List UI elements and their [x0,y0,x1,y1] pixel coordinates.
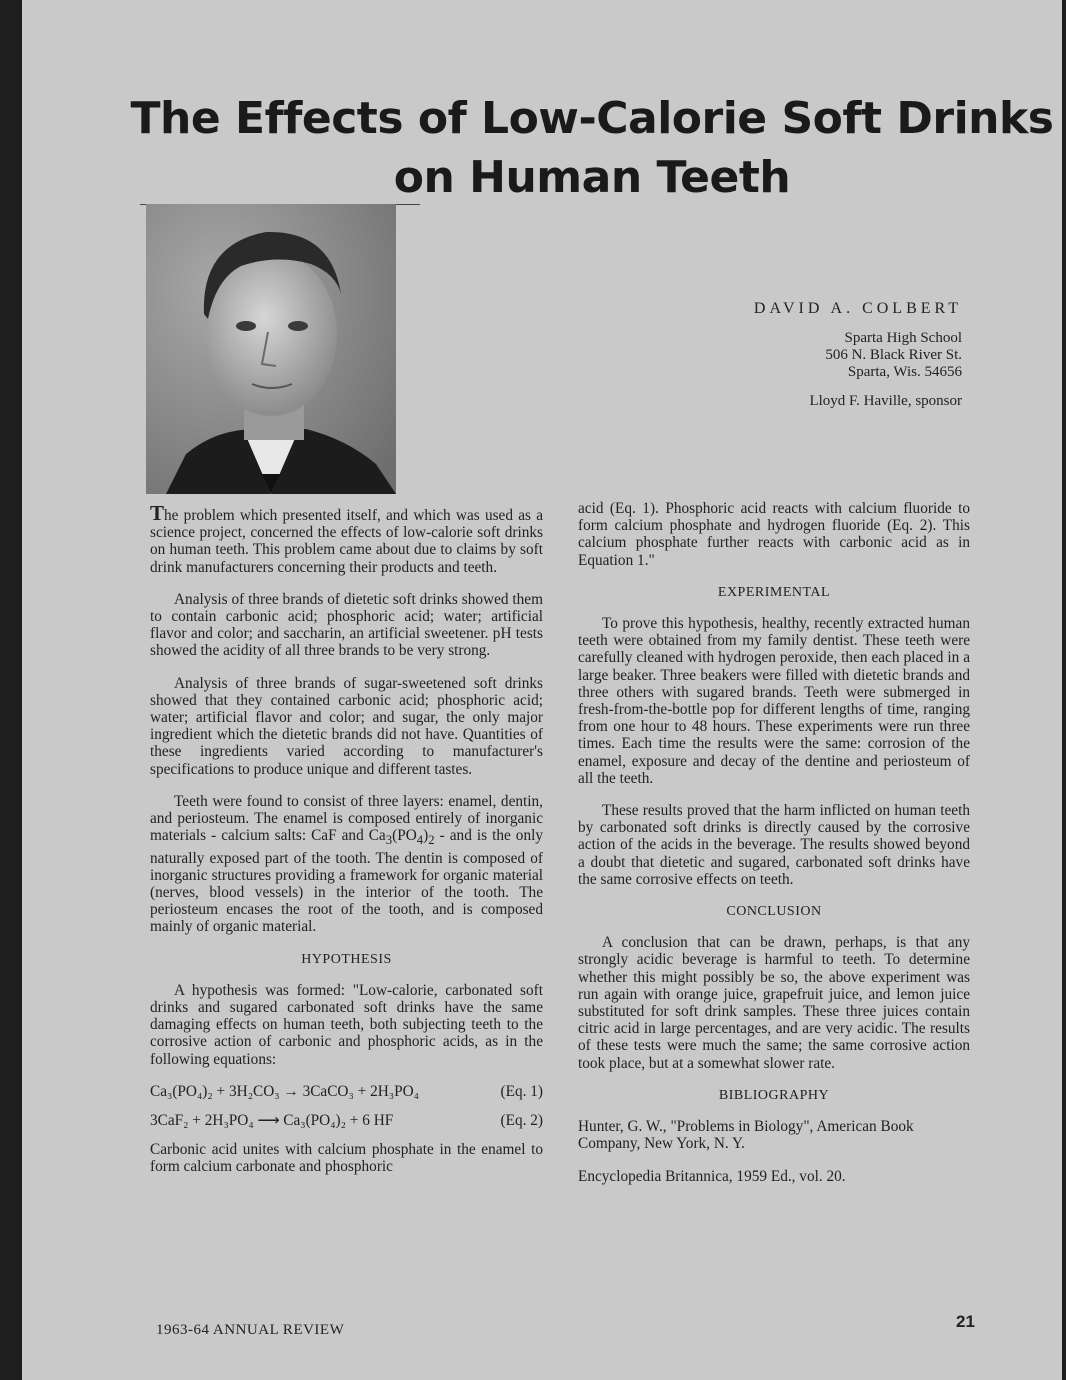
bibliography-entry-2: Encyclopedia Britannica, 1959 Ed., vol. 20. [578,1167,846,1185]
sugar-paragraph: Analysis of three brands of sugar-sweetened soft drinks showed that they contained carbonic acid; phosphoric acid; water; artificial flavor and color; and sugar, the only major ingredient which the dietetic brands did not have. Quantities of these ingredients varied according to manufacturer's specifications to produce unique and different tastes. [150,674,543,778]
intro-paragraph [150,501,543,576]
author-sponsor: Lloyd F. Haville, sponsor [809,393,962,409]
teeth-sub-1: 3 [385,833,393,848]
bibliography-entry-1: Hunter, G. W., "Problems in Biology", American Book Company, New York, N. Y. [578,1118,914,1153]
heading-conclusion: CONCLUSION [726,904,822,920]
carbonic-paragraph-continued: acid (Eq. 1). Phosphoric acid reacts with calcium fluoride to form calcium phosphate and hydrogen fluoride (Eq. 2). This calcium phosphate further reacts with carbonic acid as in Equation 1." [578,500,970,569]
footer-publication: 1963-64 ANNUAL REVIEW [156,1322,345,1338]
portrait-image [146,204,396,494]
dietetic-paragraph: Analysis of three brands of dietetic soft drinks showed them to contain carbonic acid; phosphoric acid; water; artificial flavor and color; and saccharin, an artificial sweetener. pH tests showed the acidity of all three brands to be very strong. [150,590,543,660]
page [22,0,1062,1380]
author-name: DAVID A. COLBERT [753,300,962,317]
equation-2 [150,1112,543,1129]
equation-1-formula: Ca₃(PO₄)₂ + 3H₂CO₃ → 3CaCO₃ + 2H₃PO₄ [150,1082,419,1100]
carbonic-paragraph: Carbonic acid unites with calcium phosphate in the enamel to form calcium carbonate and phosphoric [150,1141,543,1176]
column-left [150,501,543,1191]
author-school: Sparta High School [844,330,962,346]
bibliography-list [578,1118,970,1185]
title-line-2: on Human Teeth [393,152,791,203]
teeth-text-a: Teeth were found to consist of three layers: enamel, dentin, and periosteum. The enamel is composed entirely of inorganic materials - calcium salts: CaF and Ca [150,792,543,845]
column-right [578,500,970,1200]
teeth-paragraph [150,793,543,936]
teeth-sub-3: 2 [428,833,435,848]
conclusion-paragraph: A conclusion that can be drawn, perhaps, is that any strongly acidic beverage is harmful to teeth. To determine whether this might possibly be so, the above experiment was run again with orange juice, grapefruit juice, and lemon juice substituted for soft drink samples. These three juices contain citric acid in large percentages, and are very acidic. The results of these tests were much the same; the same corrosive action took place, but at a somewhat slower rate. [578,934,970,1072]
title-line-1: The Effects of Low-Calorie Soft Drinks [130,93,1054,144]
experimental-paragraph: To prove this hypothesis, healthy, recently extracted human teeth were obtained from my family dentist. These teeth were carefully cleaned with hydrogen peroxide, then each placed in a large beaker. Three beakers were filled with dietetic brands and three others with sugared brands. Teeth were submerged in fresh-from-the-bottle pop for different lengths of time, ranging from one hour to 48 hours. These experiments were run three times. Each time the results were the same: corrosion of the enamel, exposure and decay of the dentine and periosteum of all the teeth. [578,615,970,787]
heading-bibliography: BIBLIOGRAPHY [718,1087,830,1103]
equation-1-label: (Eq. 1) [500,1082,543,1100]
intro-text: he problem which presented itself, and which was used as a science project, concerned the effects of low-calorie soft drinks on human teeth. This problem came about due to claims by soft drink manufacturers concerning their products and teeth. [150,507,543,576]
drop-cap: T [150,501,165,525]
results-paragraph: These results proved that the harm inflicted on human teeth by carbonated soft drinks is directly caused by the corrosive action of the acids in the beverage. The results showed beyond a doubt that dietetic and sugared, carbonated soft drinks have the same corrosive effects on teeth. [578,802,970,888]
heading-hypothesis: HYPOTHESIS [301,951,392,967]
author-city: Sparta, Wis. 54656 [847,364,962,380]
teeth-text-c: ) [423,827,429,845]
author-block [754,300,962,410]
equation-1 [150,1083,543,1100]
equation-2-formula: 3CaF₂ + 2H₃PO₄ ⟶ Ca₃(PO₄)₂ + 6 HF [150,1111,394,1129]
heading-experimental: EXPERIMENTAL [717,584,831,600]
teeth-text-d: - and is the only naturally exposed part of the tooth. The dentin is composed of inorganic structures providing a framework for organic material (nerves, blood vessels) in the interior of the tooth. The periosteum encases the root of the tooth, and is composed mainly of organic material. [150,827,543,936]
page-number: 21 [956,1312,975,1331]
author-street: 506 N. Black River St. [825,347,962,363]
equation-2-label: (Eq. 2) [500,1111,543,1129]
teeth-text-b: (PO [392,827,417,845]
author-portrait [146,204,396,494]
hypothesis-paragraph: A hypothesis was formed: "Low-calorie, carbonated soft drinks and sugared carbonated soft drinks have the same damaging effects on human teeth, both subjecting teeth to the corrosive action of carbonic and phosphoric acids, as in the following equations: [150,981,543,1068]
teeth-sub-2: 4 [416,833,424,848]
